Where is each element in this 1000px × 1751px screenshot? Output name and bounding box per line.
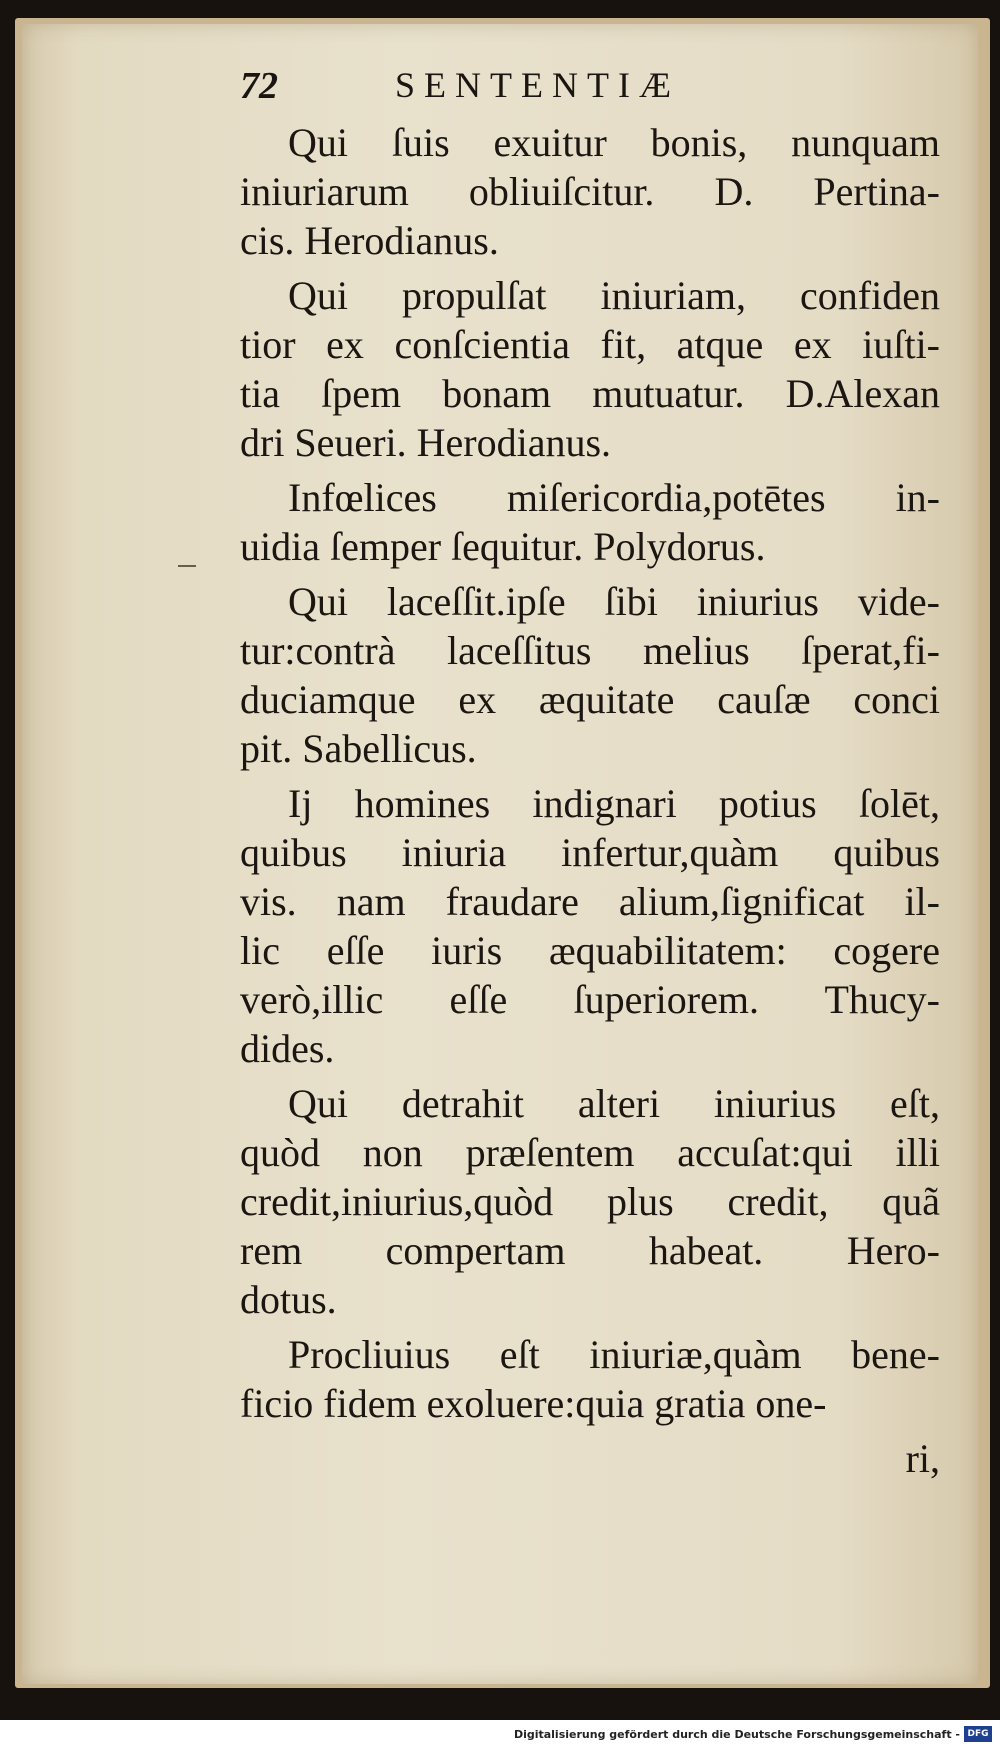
sentence-entry [240,577,940,773]
text-line: tior ex conſcientia fit, atque ex iuſti- [240,322,940,367]
running-title: SENTENTIÆ [395,65,680,105]
dfg-logo: DFG [964,1726,992,1742]
text-line: rem compertam habeat. Hero- [240,1228,940,1273]
text-line: cis. Herodianus. [240,218,499,263]
page-header [240,64,960,114]
text-line: quòd non præſentem accuſat:qui illi [240,1130,940,1175]
text-line: quibus iniuria infertur,quàm quibus [240,830,940,875]
sentence-entry [240,271,940,467]
text-line: dides. [240,1026,335,1071]
text-line: uidia ſemper ſequitur. Polydorus. [240,524,766,569]
text-line: verò,illic eſſe ſuperiorem. Thucy- [240,977,940,1022]
text-line: ficio fidem exoluere:quia gratia one- [240,1381,827,1426]
text-line: iniuriarum obliuiſcitur. D. Pertina- [240,169,940,214]
text-line: lic eſſe iuris æquabilitatem: cogere [240,928,940,973]
footer-credit: Digitalisierung gefördert durch die Deutsche Forschungsgemeinschaft - [513,1728,960,1741]
sentence-entry [240,779,940,1073]
text-line: Qui ſuis exuitur bonis, nunquam [288,120,940,165]
text-line: dotus. [240,1277,337,1322]
text-line: dri Seueri. Herodianus. [240,420,612,465]
sentence-entry [240,473,940,571]
sentence-entry [240,1330,940,1428]
catchword: ri, [905,1436,940,1481]
sentence-entry [240,1079,940,1324]
text-line: Qui laceſſit.ipſe ſibi iniurius vide- [288,579,940,624]
text-line: Infœlices miſericordia,potētes in- [288,475,940,520]
text-line: Procliuius eſt iniuriæ,quàm bene- [288,1332,940,1377]
text-line: tur:contrà laceſſitus melius ſperat,fi- [240,628,940,673]
text-line: pit. Sabellicus. [240,726,477,771]
text-line: Qui propulſat iniuriam, confiden [288,273,940,318]
sentence-entry [240,118,940,265]
text-line: duciamque ex æquitate cauſæ conci [240,677,940,722]
text-line: tia ſpem bonam mutuatur. D.Alexan [240,371,940,416]
text-line: Ij homines indignari potius ſolēt, [288,781,940,826]
text-line: credit,iniurius,quòd plus credit, quã [240,1179,940,1224]
text-line: Qui detrahit alteri iniurius eſt, [288,1081,940,1126]
text-block [240,118,940,1483]
footer-bar [0,1720,1000,1751]
text-line: vis. nam fraudare alium,ſignificat il- [240,879,940,924]
margin-mark [178,565,196,567]
page-number: 72 [240,65,278,107]
